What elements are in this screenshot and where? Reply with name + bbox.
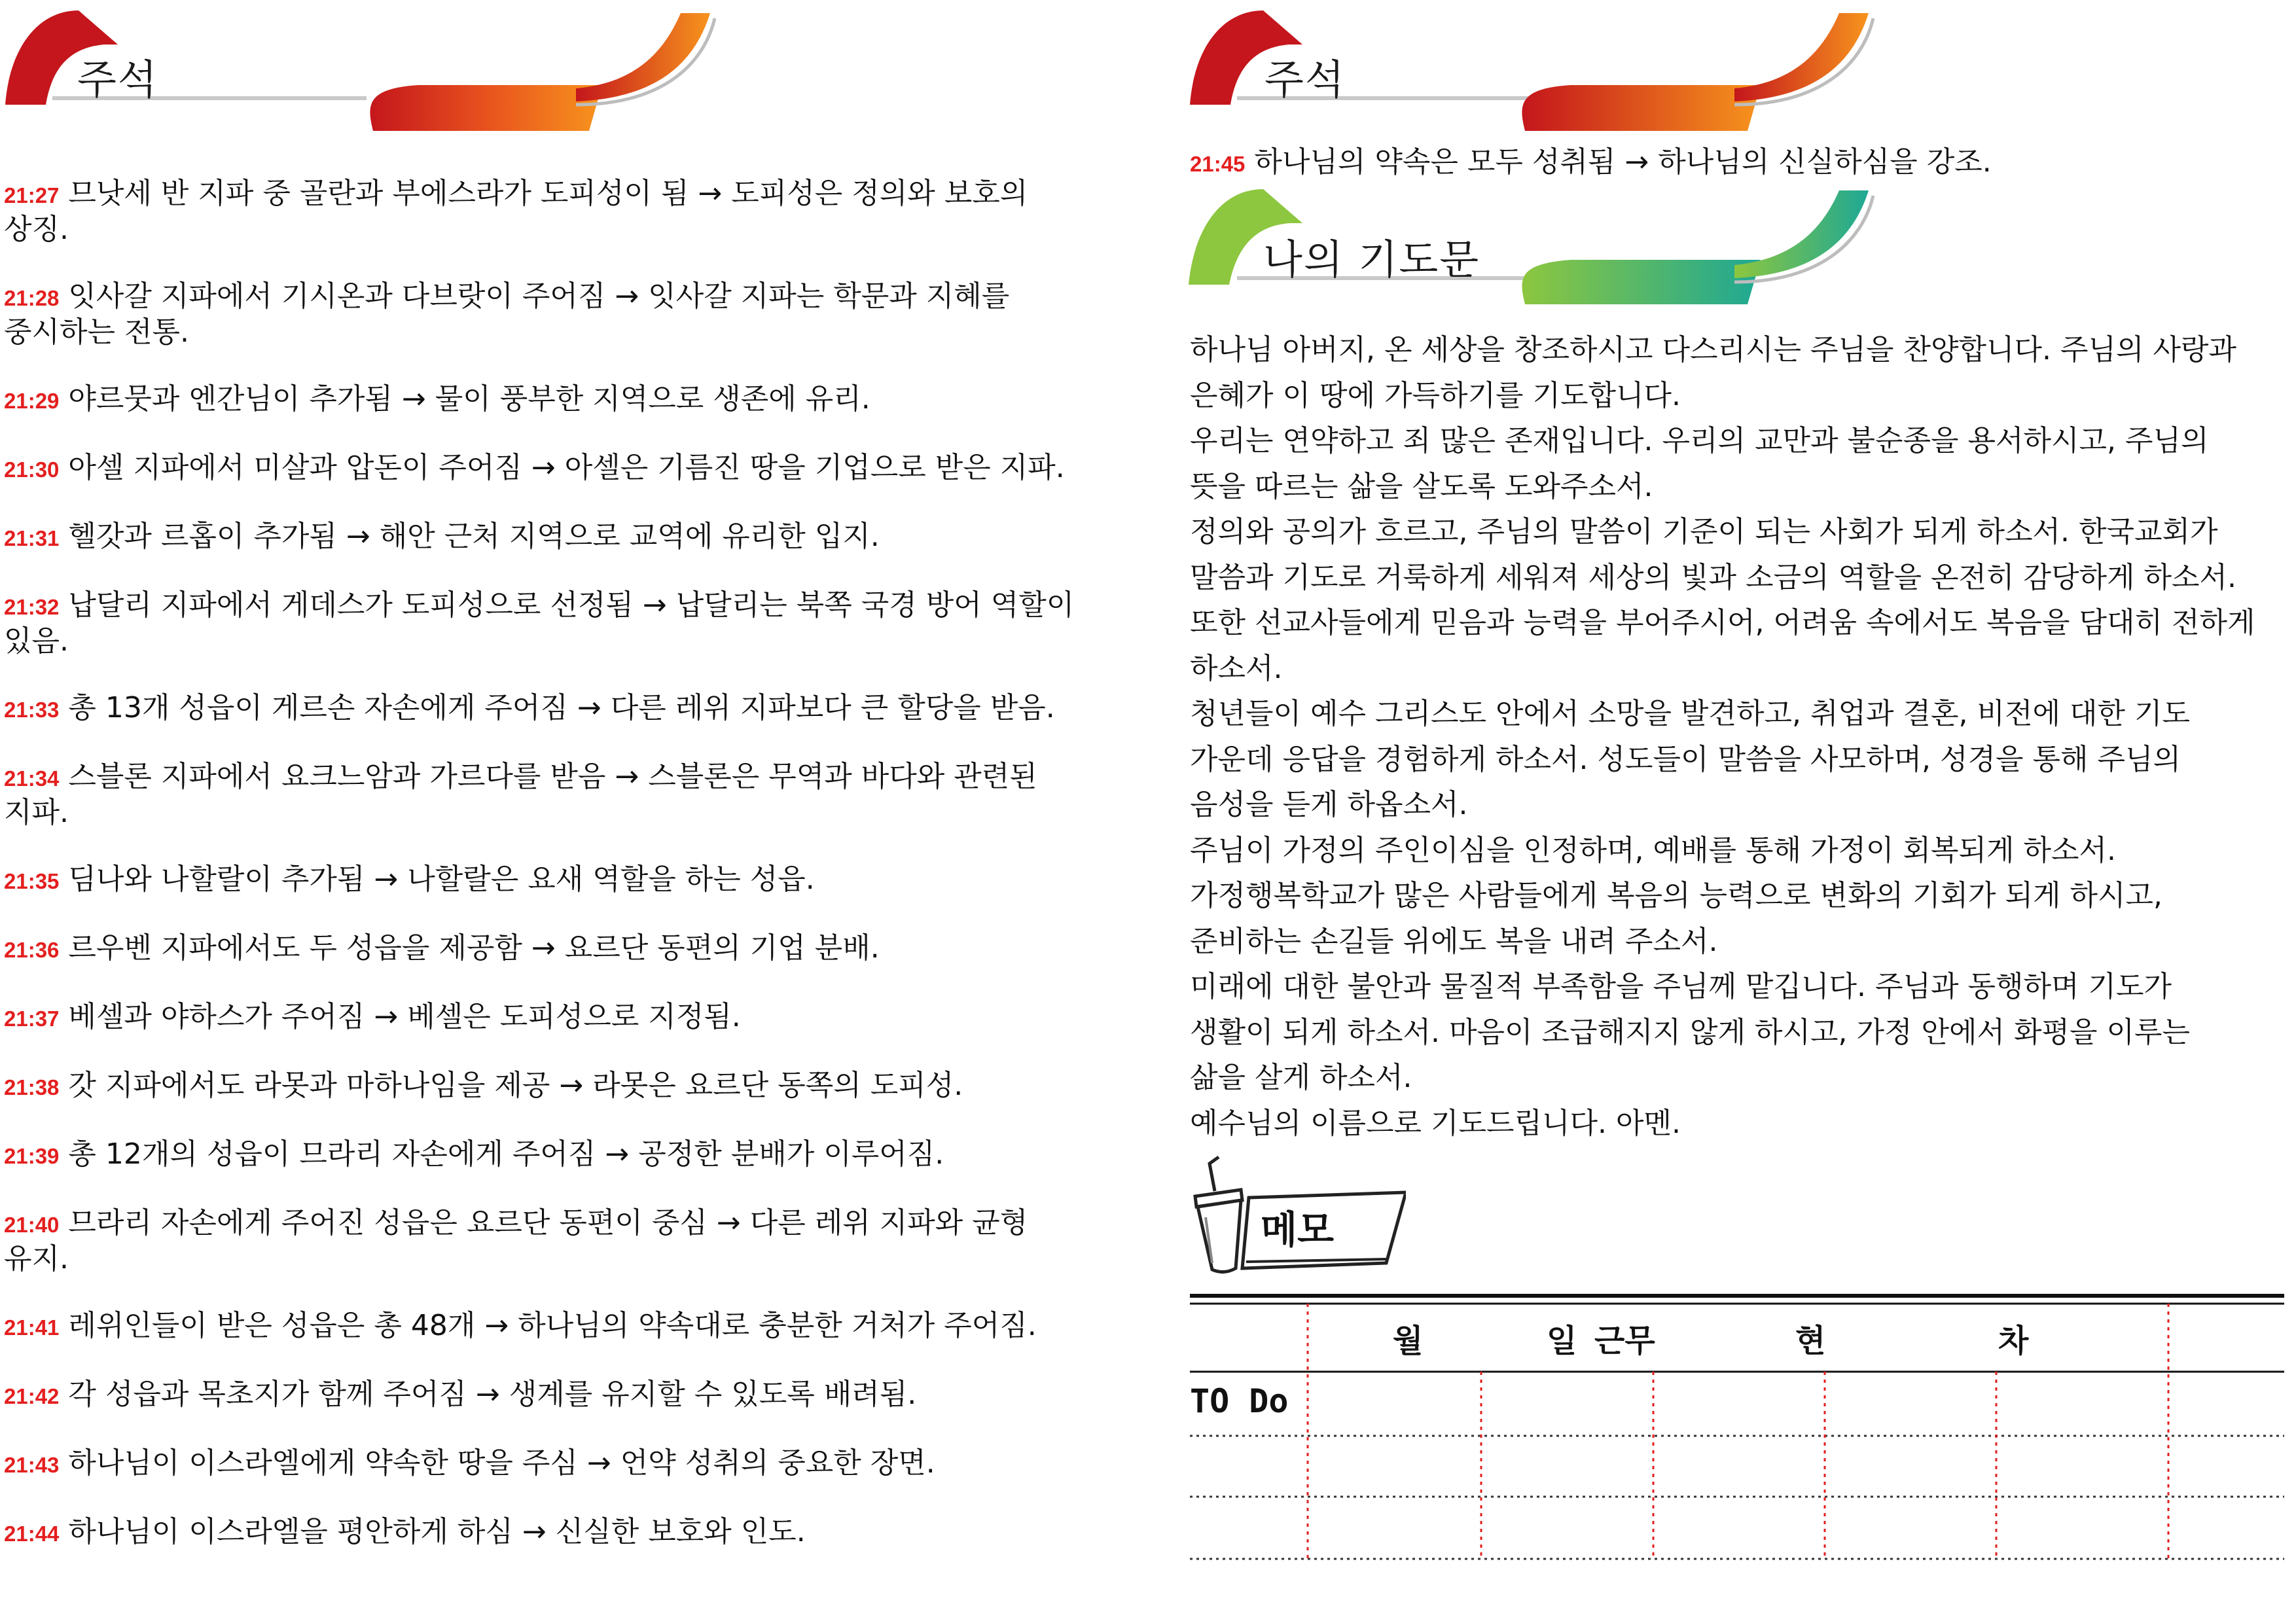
- note-item: [1190, 145, 2283, 181]
- prayer-line: 삶을 살게 하소서.: [1190, 1061, 1412, 1094]
- header-month: 월: [1393, 1323, 1424, 1359]
- prayer-line: 정의와 공의가 흐르고, 주님의 말씀이 기준이 되는 사회가 되게 하소서. 한국교회가: [1190, 515, 2218, 548]
- verse-ref: 21:39: [4, 1144, 60, 1168]
- note-item: [4, 1515, 1097, 1551]
- header-current: 현: [1795, 1323, 1826, 1359]
- note-item: [4, 1309, 1097, 1345]
- note-item: [4, 691, 1097, 727]
- note-text: 아셀 지파에서 미살과 압돈이 주어짐 → 아셀은 기름진 땅을 기업으로 받은 지파.: [68, 451, 1065, 484]
- note-text: 하나님의 약속은 모두 성취됨 → 하나님의 신실하심을 강조.: [1254, 145, 1992, 179]
- memo-header: [1190, 1152, 1406, 1283]
- section-title: 주석: [1265, 56, 1346, 103]
- note-item: [4, 760, 1097, 830]
- note-item: [4, 520, 1097, 556]
- note-text: 하나님이 이스라엘을 평안하게 하심 → 신실한 보호와 인도.: [68, 1515, 806, 1548]
- note-text: 각 성읍과 목초지가 함께 주어짐 → 생계를 유지할 수 있도록 배려됨.: [68, 1378, 917, 1411]
- left-section-banner: [0, 7, 720, 137]
- prayer-text: [1190, 327, 2296, 1146]
- note-item: [4, 863, 1097, 899]
- header-order: 차: [1998, 1323, 2029, 1359]
- prayer-banner: [1185, 187, 1944, 308]
- verse-ref: 21:30: [4, 457, 60, 482]
- verse-ref: 21:44: [4, 1522, 60, 1546]
- prayer-line: 가정행복학교가 많은 사람들에게 복음의 능력으로 변화의 기회가 되게 하시고,: [1190, 879, 2163, 912]
- header-day: 일: [1547, 1323, 1577, 1359]
- header-duty: 근무: [1594, 1323, 1655, 1359]
- note-text: 갓 지파에서도 라못과 마하나임을 제공 → 라못은 요르단 동쪽의 도피성.: [68, 1069, 963, 1102]
- prayer-line: 하나님 아버지, 온 세상을 창조하시고 다스리시는 주님을 찬양합니다. 주님의 사랑과: [1190, 333, 2236, 366]
- verse-ref: 21:45: [1190, 152, 1246, 176]
- note-text: 므라리 자손에게 주어진 성읍은 요르단 동편이 중심 → 다른 레위 지파와 균형 유지.: [4, 1206, 1028, 1275]
- todo-table: [1190, 1291, 2284, 1565]
- verse-ref: 21:35: [4, 869, 60, 893]
- verse-ref: 21:31: [4, 526, 60, 550]
- note-item: [4, 1446, 1097, 1482]
- todo-label: TO Do: [1190, 1382, 1289, 1420]
- verse-ref: 21:43: [4, 1453, 60, 1477]
- note-item: [4, 177, 1097, 247]
- note-text: 총 13개 성읍이 게르손 자손에게 주어짐 → 다른 레위 지파보다 큰 할당을 받음.: [68, 691, 1055, 724]
- right-section-banner: [1185, 7, 1905, 137]
- note-item: [4, 451, 1097, 487]
- note-item: [4, 588, 1097, 658]
- note-item: [4, 1378, 1097, 1414]
- prayer-line: 생활이 되게 하소서. 마음이 조급해지지 않게 하시고, 가정 안에서 화평을 이루는: [1190, 1015, 2190, 1049]
- verse-ref: 21:29: [4, 389, 60, 413]
- note-text: 딤나와 나할랄이 추가됨 → 나할랄은 요새 역할을 하는 성읍.: [68, 863, 815, 896]
- note-text: 므낫세 반 지파 중 골란과 부에스라가 도피성이 됨 → 도피성은 정의와 보호의 상징.: [4, 177, 1028, 246]
- prayer-line: 청년들이 예수 그리스도 안에서 소망을 발견하고, 취업과 결혼, 비전에 대한 기도: [1190, 697, 2190, 730]
- note-text: 총 12개의 성읍이 므라리 자손에게 주어짐 → 공정한 분배가 이루어짐.: [68, 1137, 944, 1171]
- prayer-line: 우리는 연약하고 죄 많은 존재입니다. 우리의 교만과 불순종을 용서하시고, 주님의: [1190, 424, 2209, 457]
- note-item: [4, 1137, 1097, 1173]
- note-text: 하나님이 이스라엘에게 약속한 땅을 주심 → 언약 성취의 중요한 장면.: [68, 1446, 935, 1480]
- prayer-line: 하소서.: [1190, 651, 1283, 685]
- note-item: [4, 279, 1097, 349]
- verse-ref: 21:32: [4, 595, 60, 619]
- note-item: [4, 1069, 1097, 1105]
- section-title: 주석: [77, 56, 158, 103]
- prayer-line: 음성을 듣게 하옵소서.: [1190, 788, 1468, 821]
- note-text: 스블론 지파에서 요크느암과 가르다를 받음 → 스블론은 무역과 바다와 관련된 지파.: [4, 760, 1037, 829]
- prayer-title: 나의 기도문: [1263, 236, 1480, 283]
- verse-ref: 21:41: [4, 1315, 60, 1340]
- note-text: 납달리 지파에서 게데스가 도피성으로 선정됨 → 납달리는 북쪽 국경 방어 역할이 있음.: [4, 588, 1075, 658]
- note-text: 잇사갈 지파에서 기시온과 다브랏이 주어짐 → 잇사갈 지파는 학문과 지혜를 중시하는 전통.: [4, 279, 1010, 349]
- prayer-line: 준비하는 손길들 위에도 복을 내려 주소서.: [1190, 924, 1718, 958]
- prayer-line: 은혜가 이 땅에 가득하기를 기도합니다.: [1190, 378, 1681, 412]
- verse-ref: 21:38: [4, 1075, 60, 1099]
- note-text: 야르뭇과 엔간님이 추가됨 → 물이 풍부한 지역으로 생존에 유리.: [68, 382, 870, 416]
- todo-grid: [1190, 1291, 2284, 1565]
- notes-list: [4, 177, 1097, 1584]
- verse-ref: 21:34: [4, 766, 60, 791]
- note-text: 베셀과 야하스가 주어짐 → 베셀은 도피성으로 지정됨.: [68, 1000, 741, 1033]
- verse-ref: 21:37: [4, 1007, 60, 1031]
- verse-ref: 21:36: [4, 938, 60, 962]
- prayer-line: 예수님의 이름으로 기도드립니다. 아멘.: [1190, 1106, 1681, 1140]
- note-item: [4, 931, 1097, 967]
- prayer-line: 미래에 대한 불안과 물질적 부족함을 주님께 맡깁니다. 주님과 동행하며 기도가: [1190, 970, 2172, 1003]
- verse-ref: 21:33: [4, 698, 60, 722]
- note-text: 르우벤 지파에서도 두 성읍을 제공함 → 요르단 동편의 기업 분배.: [68, 931, 880, 965]
- verse-ref: 21:28: [4, 286, 60, 310]
- memo-title: 메모: [1261, 1207, 1335, 1252]
- prayer-line: 뜻을 따르는 삶을 살도록 도와주소서.: [1190, 469, 1653, 503]
- note-item: [4, 1206, 1097, 1276]
- prayer-line: 주님이 가정의 주인이심을 인정하며, 예배를 통해 가정이 회복되게 하소서.: [1190, 833, 2116, 867]
- note-item: [4, 382, 1097, 418]
- verse-ref: 21:42: [4, 1384, 60, 1408]
- verse-ref: 21:27: [4, 183, 60, 207]
- prayer-line: 또한 선교사들에게 믿음과 능력을 부어주시어, 어려움 속에서도 복음을 담대히 전하게: [1190, 606, 2255, 639]
- prayer-line: 가운데 응답을 경험하게 하소서. 성도들이 말씀을 사모하며, 성경을 통해 주님의: [1190, 742, 2181, 776]
- prayer-line: 말씀과 기도로 거룩하게 세워져 세상의 빛과 소금의 역할을 온전히 감당하게 하소서.: [1190, 560, 2236, 594]
- note-text: 헬갓과 르홉이 추가됨 → 해안 근처 지역으로 교역에 유리한 입지.: [68, 520, 880, 553]
- note-item: [4, 1000, 1097, 1036]
- verse-ref: 21:40: [4, 1213, 60, 1237]
- note-text: 레위인들이 받은 성읍은 총 48개 → 하나님의 약속대로 충분한 거처가 주어짐.: [68, 1309, 1037, 1342]
